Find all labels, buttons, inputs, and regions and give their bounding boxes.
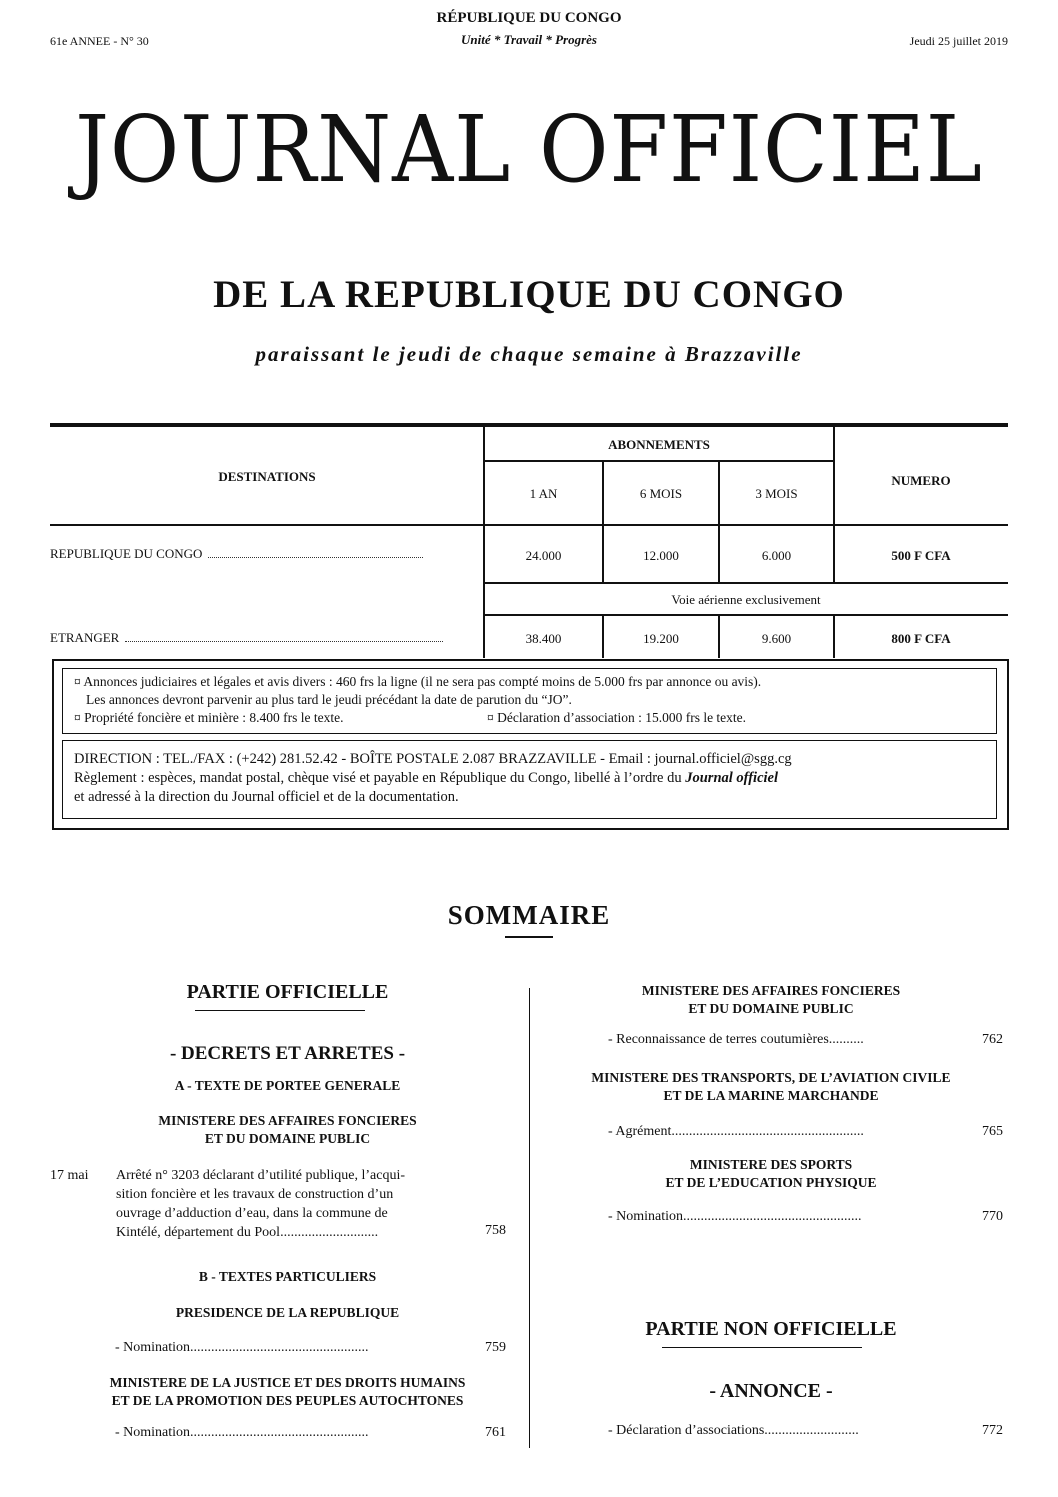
journal-subtitle: DE LA REPUBLIQUE DU CONGO: [213, 273, 845, 316]
ministry-line: ET DE L’EDUCATION PHYSIQUE: [665, 1175, 877, 1190]
arrete-line: sition foncière et les travaux de construction d’un: [116, 1187, 394, 1202]
numero-price: 800 F CFA: [891, 631, 951, 646]
toc-entry[interactable]: - Nomination...................................................: [608, 1209, 862, 1224]
price-cell: 38.400: [525, 631, 562, 646]
leader-dots: [208, 555, 423, 558]
direction-payment: [74, 770, 778, 787]
destinations-header: DESTINATIONS: [218, 469, 316, 484]
annonce-title: - ANNONCE -: [709, 1380, 833, 1402]
direction-contact: DIRECTION : TEL./FAX : (+242) 281.52.42 - BOÎTE POSTALE 2.087 BRAZZAVILLE - Email : journal.officiel@sgg.cg: [74, 751, 792, 767]
leader-dots: [125, 639, 443, 642]
partie-non-officielle-title: PARTIE NON OFFICIELLE: [645, 1318, 897, 1340]
arrete-line: Kintélé, département du Pool............................: [116, 1225, 379, 1240]
toc-entry[interactable]: - Nomination...................................................: [115, 1425, 369, 1440]
toc-entry[interactable]: - Déclaration d’associations...........................: [608, 1423, 859, 1438]
ministry-line: ET DU DOMAINE PUBLIC: [204, 1131, 371, 1146]
notice-line: Les annonces devront parvenir au plus tard le jeudi précédant la date de parution du “JO”.: [86, 692, 572, 707]
arrete-line: Arrêté n° 3203 déclarant d’utilité publique, l’acqui-: [116, 1168, 405, 1183]
ministry-line: ET DU DOMAINE PUBLIC: [688, 1001, 854, 1016]
page-number: 761: [485, 1425, 506, 1440]
ministry-line: MINISTERE DES SPORTS: [689, 1157, 853, 1172]
section-a-title: A - TEXTE DE PORTEE GENERALE: [174, 1078, 401, 1093]
partie-rule: [662, 1347, 862, 1348]
row-rule-2: [484, 614, 1008, 616]
national-motto: Unité * Travail * Progrès: [460, 32, 597, 47]
arrete-text: [116, 1166, 476, 1242]
ministry-line: ET DE LA PROMOTION DES PEUPLES AUTOCHTONES: [111, 1393, 464, 1408]
partie-officielle-title: PARTIE OFFICIELLE: [186, 981, 389, 1003]
notice-line: ¤ Propriété foncière et minière : 8.400 frs le texte.: [74, 710, 344, 725]
column-divider: [529, 988, 530, 1448]
period-header: 6 MOIS: [639, 486, 683, 501]
ministry-line: MINISTERE DES TRANSPORTS, DE L’AVIATION CIVILE: [591, 1070, 951, 1085]
air-mail-note: Voie aérienne exclusivement: [671, 592, 821, 607]
ministry-line: MINISTERE DES AFFAIRES FONCIERES: [158, 1113, 417, 1128]
page-number: 762: [982, 1032, 1003, 1047]
page-number: 770: [982, 1209, 1003, 1224]
journal-name: Journal officiel: [685, 770, 779, 786]
arrete-date: 17 mai: [50, 1168, 89, 1183]
destination-label: REPUBLIQUE DU CONGO: [50, 546, 203, 561]
ministry-heading: [50, 1112, 525, 1148]
page-number: 759: [485, 1340, 506, 1355]
numero-header: NUMERO: [891, 473, 951, 488]
abonnements-header: ABONNEMENTS: [608, 437, 710, 452]
period-header: 3 MOIS: [755, 486, 798, 501]
ministry-line: ET DE LA MARINE MARCHANDE: [663, 1088, 879, 1103]
sommaire-rule: [505, 936, 553, 938]
ministry-line: MINISTERE DES AFFAIRES FONCIERES: [641, 983, 901, 998]
destination-label: ETRANGER: [50, 630, 120, 645]
toc-entry[interactable]: - Reconnaissance de terres coutumières..........: [608, 1032, 864, 1047]
table-divider: [483, 426, 485, 658]
page-number: 765: [982, 1124, 1003, 1139]
arrete-line: ouvrage d’adduction d’eau, dans la commune de: [116, 1206, 388, 1221]
row-rule-1: [484, 582, 1008, 584]
direction-address: et adressé à la direction du Journal officiel et de la documentation.: [74, 789, 459, 805]
ministry-heading: PRESIDENCE DE LA REPUBLIQUE: [175, 1305, 400, 1320]
page-number: 772: [982, 1423, 1003, 1438]
issue-date: Jeudi 25 juillet 2019: [909, 34, 1008, 48]
journal-title: JOURNAL OFFICIEL: [75, 96, 983, 203]
republic-name: RÉPUBLIQUE DU CONGO: [436, 10, 622, 26]
destination-row: [50, 630, 443, 646]
toc-entry[interactable]: - Nomination...................................................: [115, 1340, 369, 1355]
price-cell: 9.600: [761, 631, 792, 646]
price-cell: 24.000: [525, 548, 562, 563]
price-cell: 12.000: [643, 548, 679, 563]
notice-line: ¤ Déclaration d’association : 15.000 frs le texte.: [487, 710, 747, 725]
page-number: 758: [485, 1223, 506, 1238]
numero-price: 500 F CFA: [891, 548, 951, 563]
ministry-heading: [535, 1069, 1007, 1105]
price-cell: 19.200: [643, 631, 679, 646]
section-b-title: B - TEXTES PARTICULIERS: [198, 1269, 377, 1284]
table-top-rule: [50, 423, 1008, 427]
abonnements-rule: [484, 460, 834, 462]
ministry-heading: [50, 1374, 525, 1410]
toc-entry[interactable]: - Agrément.......................................................: [608, 1124, 864, 1139]
issue-number: 61e ANNEE - N° 30: [50, 34, 149, 48]
partie-rule: [195, 1010, 365, 1011]
journal-tagline: paraissant le jeudi de chaque semaine à Brazzaville: [255, 342, 803, 366]
period-header: 1 AN: [529, 486, 558, 501]
ministry-heading: [535, 982, 1007, 1018]
price-cell: 6.000: [761, 548, 792, 563]
payment-text: Règlement : espèces, mandat postal, chèque visé et payable en République du Congo, libellé à l’ordre du: [74, 770, 686, 786]
destination-row: [50, 546, 423, 562]
sommaire-title: SOMMAIRE: [447, 900, 611, 930]
ministry-line: MINISTERE DE LA JUSTICE ET DES DROITS HUMAINS: [109, 1375, 466, 1390]
decrets-title: - DECRETS ET ARRETES -: [169, 1043, 406, 1064]
ministry-heading: [535, 1156, 1007, 1192]
table-header-rule: [50, 524, 1008, 526]
notice-line: ¤ Annonces judiciaires et légales et avis divers : 460 frs la ligne (il ne sera pas compté moins de 5.000 frs par annonce ou avis).: [74, 674, 762, 689]
